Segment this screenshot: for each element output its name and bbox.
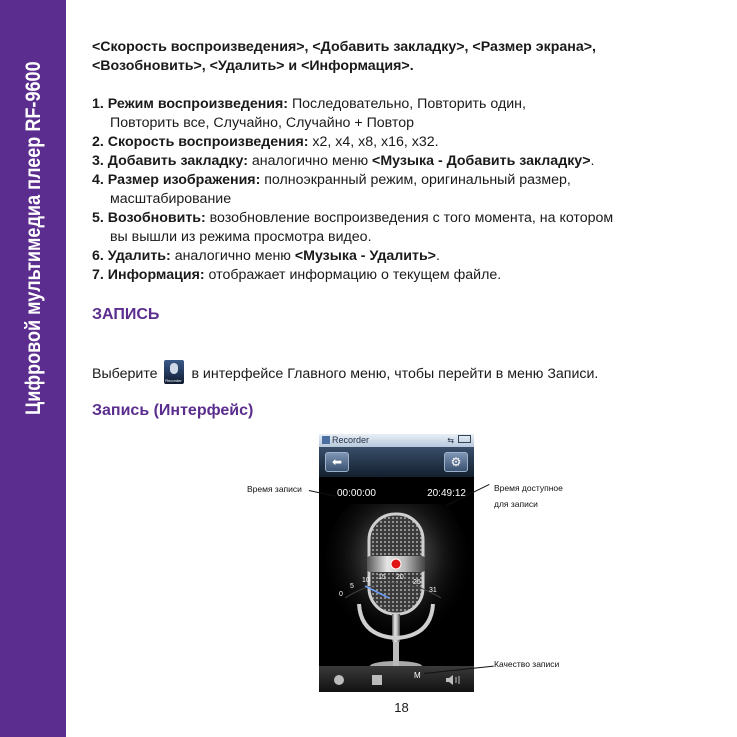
list-item-continued: вы вышли из режима просмотра видео. [110,229,372,245]
record-icon[interactable] [333,674,345,686]
settings-list [92,95,712,285]
list-item: 3. Добавить закладку: аналогично меню <Музыка - Добавить закладку>. [92,153,595,169]
section-heading-interface: Запись (Интерфейс) [92,402,254,419]
level-needle [365,586,389,598]
status-bar [319,434,474,447]
recorder-app-icon: Recorder [164,360,184,384]
list-item: 6. Удалить: аналогично меню <Музыка - Удалить>. [92,248,440,264]
back-button[interactable] [325,452,349,472]
section-heading-record: ЗАПИСЬ [92,306,160,323]
sidebar [0,0,66,737]
stop-icon[interactable] [371,674,383,686]
top-bar [319,447,474,477]
callout-remaining-line1: Время доступное [494,483,563,493]
volume-icon[interactable] [445,674,461,686]
app-icon [322,436,330,444]
list-item: 4. Размер изображения: полноэкранный режим, оригинальный размер, [92,172,571,188]
settings-button[interactable] [444,452,468,472]
usb-icon: ⇆ [447,436,454,445]
list-item: 7. Информация: отображает информацию о текущем файле. [92,267,502,283]
list-item-continued: Повторить все, Случайно, Случайно + Повтор [110,115,415,131]
back-arrow-icon: ⬅ [331,455,343,469]
intro-text: <Скорость воспроизведения>, <Добавить закладку>, <Размер экрана>, <Возобновить>, <Удалить> и <Информация>. [92,39,596,74]
remaining-time: 20:49:12 [427,488,466,499]
battery-icon [458,435,471,443]
meter-tick: 25 [413,579,421,586]
page-number: 18 [394,700,409,715]
callout-remaining-line2: для записи [494,499,538,509]
meter-tick: 20 [396,574,404,581]
gear-icon: ⚙ [450,455,462,469]
list-item: 1. Режим воспроизведения: Последовательно, Повторить один, [92,96,526,112]
record-time: 00:00:00 [337,488,376,499]
sidebar-title: Цифровой мультимедиа плеер RF-9600 [22,61,45,415]
list-item: 5. Возобновить: возобновление воспроизведения с того момента, на котором [92,210,614,226]
callout-record-time: Время записи [247,484,302,494]
meter-tick: 5 [350,583,354,590]
meter-tick: 15 [378,574,386,581]
recorder-screenshot [319,434,474,692]
list-item-continued: масштабирование [110,191,232,207]
record-instruction: Выберите Recorder в интерфейсе Главного меню, чтобы перейти в меню Записи. [92,360,598,384]
main-content [92,38,712,285]
meter-tick: 31 [429,587,437,594]
meter-tick: 10 [362,577,370,584]
list-item: 2. Скорость воспроизведения: x2, x4, x8, x16, x32. [92,134,439,150]
meter-tick: 0 [339,591,343,598]
app-title: Recorder [332,435,370,445]
level-meter [337,562,447,602]
quality-indicator[interactable]: M [414,671,421,680]
callout-quality: Качество записи [494,659,560,669]
